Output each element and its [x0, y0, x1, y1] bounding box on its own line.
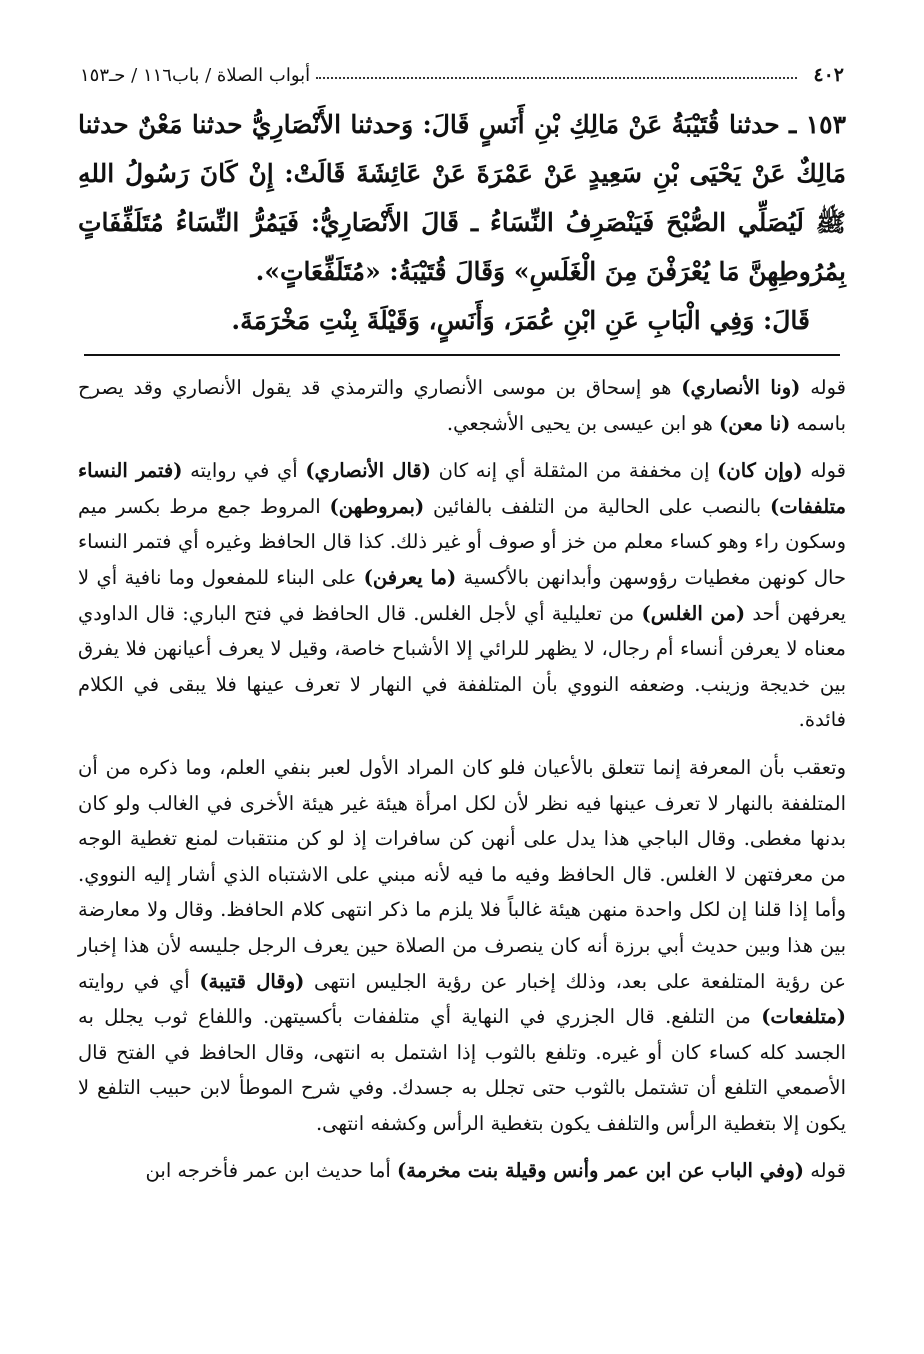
quoted-term: (نا معن) [719, 411, 791, 435]
quoted-term: (وإن كان) [717, 459, 803, 483]
commentary-text: قوله [800, 376, 846, 399]
commentary-paragraph [78, 750, 846, 1142]
commentary-text: قوله [804, 1159, 846, 1183]
commentary-text: أما حديث ابن عمر فأخرجه ابن [145, 1159, 398, 1183]
commentary-text: على البناء للمفعول وما نافية أي لا يعرفهن أحد [78, 565, 846, 625]
hadith-number: ١٥٣ ـ [789, 110, 847, 139]
quoted-term: (متلفعات) [761, 1005, 846, 1029]
footnote-separator [84, 354, 840, 356]
page-number: ٤٠٢ [813, 64, 844, 86]
commentary [78, 370, 846, 1201]
header-dotted-leader [316, 76, 797, 79]
commentary-text: هو إسحاق بن موسى الأنصاري والترمذي قد يقول الأنصاري وقد يصرح باسمه [78, 376, 846, 435]
commentary-text: قوله [802, 459, 846, 483]
quoted-term: (بمروطهن) [329, 494, 425, 518]
quoted-term: (من الغلس) [641, 601, 746, 625]
hadith-paragraph [78, 100, 846, 296]
quoted-term: (ما يعرفن) [363, 565, 457, 589]
quoted-term: (وقال قتيبة) [199, 969, 305, 993]
commentary-paragraph [78, 1153, 846, 1189]
commentary-text: من تعليلية أي لأجل الغلس. قال الحافظ في فتح الباري: قال الداودي معناه لا يعرفن أنساء أم رجال، لا يظهر للرائي إلا الأشباح خاصة، وقيل لا يعرف أعيانهن فلا يفرق بين خديجة وزينب. وضعفه النووي بأن المتلففة في النهار لا تعرف عينها فلا يبقى في الكلام فائدة. [78, 601, 846, 732]
quoted-term: (ونا الأنصاري) [681, 376, 801, 399]
commentary-paragraph [78, 370, 846, 441]
page-header [80, 52, 844, 86]
commentary-text: إن مخففة من المثقلة أي إنه كان [430, 459, 718, 483]
running-title: أبواب الصلاة / باب١١٦ / حـ١٥٣ [80, 65, 311, 86]
commentary-text: بالنصب على الحالية من التلفف بالفائين [424, 494, 770, 518]
commentary-text: المروط جمع مرط بكسر ميم وسكون راء وهو كساء معلم من خز أو صوف أو غير ذلك. كذا قال الحافظ وغيره أي فتمر النساء حال كونهن مغطيات رؤوسهن وأبدانهن بالأكسية [78, 494, 847, 589]
commentary-text: أي في روايته [78, 969, 200, 993]
quoted-term: (قال الأنصاري) [305, 459, 431, 483]
commentary-text: هو ابن عيسى بن يحيى الأشجعي. [446, 411, 720, 435]
hadith-text [78, 100, 846, 345]
commentary-text: أي في روايته [182, 459, 306, 483]
commentary-text: وتعقب بأن المعرفة إنما تتعلق بالأعيان فلو كان المراد الأول لعبر بنفي العلم، وما ذكره من أن المتلففة بالنهار لا تعرف عينها فيه نظر لأن لكل امرأة هيئة غير هيئة الأخرى في الغالب ولو كان بدنها مغطى. وقال الباجي هذا يدل على أنهن كن سافرات إذ لو كن منتقبات لمنع تغطية الوجه من معرفتهن لا الغلس. قال الحافظ وفيه ما فيه لأنه مبني على الاشتباه الذي أشار إليه النووي. وأما إذا قلنا إن لكل واحدة منهن هيئة غالباً فلا يلزم ما ذكر انتهى كلام الحافظ. وقال ولا معارضة بين هذا وبين حديث أبي برزة أنه كان ينصرف من الصلاة حين يعرف الرجل جليسه لأن هذا إخبار عن رؤية المتلفعة على بعد، وذلك إخبار عن رؤية الجليس انتهى [78, 755, 846, 993]
commentary-text: من التلفع. قال الجزري في النهاية أي متلففات بأكسيتهن. واللفاع ثوب يجلل به الجسد كله كساء كان أو غيره. وتلفع بالثوب إذا اشتمل به انتهى، وقال الحافظ في الفتح قال الأصمعي التلفع أن تشتمل بالثوب حتى تجلل به جسدك. وفي شرح الموطأ لابن حبيب التلفع لا يكون إلا بتغطية الرأس والتلفف يكون بتغطية الرأس وكشفه انتهى. [78, 1005, 846, 1135]
hadith-bab-note: قَالَ: وَفِي الْبَابِ عَنِ ابْنِ عُمَرَ، وَأَنَسٍ، وَقَيْلَةَ بِنْتِ مَخْرَمَةَ. [231, 306, 810, 335]
quoted-term: (فتمر النساء متلففات) [78, 459, 847, 518]
commentary-paragraph [78, 453, 846, 738]
hadith-body: حدثنا قُتَيْبَةُ عَنْ مَالِكِ بْنِ أَنَسٍ قَالَ: وَحدثنا الأَنْصَارِيُّ حدثنا مَعْنٌ حدثنا مَالِكٌ عَنْ يَحْيَى بْنِ سَعِيدٍ عَنْ عَمْرَةَ عَنْ عَائِشَةَ قَالَتْ: إِنْ كَانَ رَسُولُ اللهِ ﷺ لَيُصَلِّي الصُّبْحَ فَيَنْصَرِفُ النِّسَاءُ ـ قَالَ الأَنْصَارِيُّ: فَيَمُرُّ النِّسَاءُ مُتَلَفِّفَاتٍ بِمُرُوطِهِنَّ مَا يُعْرَفْنَ مِنَ الْغَلَسِ» وَقَالَ قُتَيْبَةُ: «مُتَلَفِّعَاتٍ». [78, 110, 846, 286]
quoted-term: (وفي الباب عن ابن عمر وأنس وقيلة بنت مخرمة) [397, 1159, 804, 1183]
